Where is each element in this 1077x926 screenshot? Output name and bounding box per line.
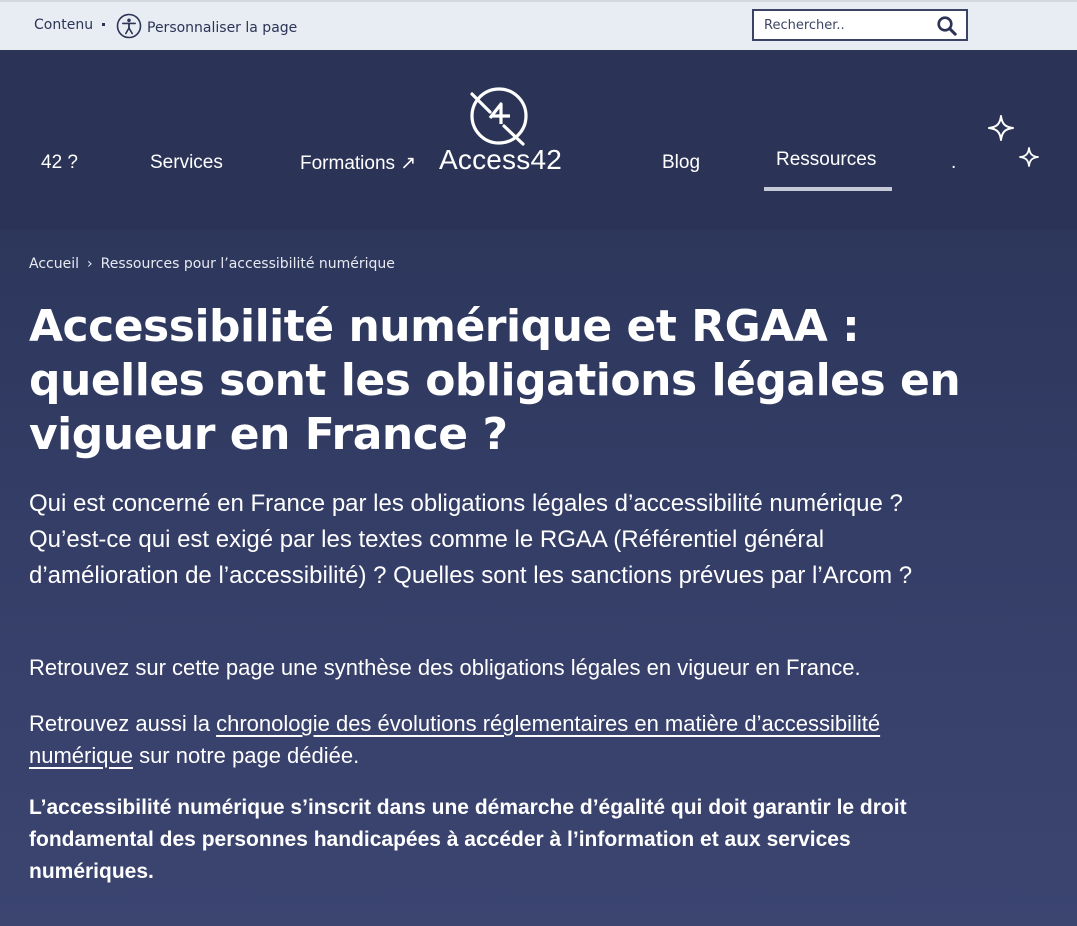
- chronology-text-after: sur notre page dédiée.: [132, 743, 360, 768]
- separator-dot: [102, 23, 105, 26]
- nav-item-formations[interactable]: Formations ↗: [300, 153, 417, 174]
- breadcrumb-current: Ressources pour l’accessibilité numérique: [100, 256, 395, 272]
- site-header: [0, 50, 1077, 230]
- chronology-paragraph: [29, 708, 929, 772]
- sparkle-icon: [1018, 146, 1040, 172]
- nav-item-42[interactable]: 42 ?: [41, 152, 78, 173]
- search-icon: [936, 25, 958, 40]
- intro-paragraph: Retrouvez sur cette page une synthèse des obligations légales en vigueur en France.: [29, 655, 861, 680]
- nav-item-more[interactable]: .: [951, 152, 957, 173]
- search-button[interactable]: [936, 15, 958, 37]
- lead-paragraph: Qui est concerné en France par les obligations légales d’accessibilité numérique ? Qu’est-ce qui est exigé par les textes comme le RGAA (Référentiel général d’amélioration de l’accessibilité) ? Quelles sont les sanctions prévues par l’Arcom ?: [29, 490, 913, 589]
- nav-item-blog[interactable]: Blog: [662, 152, 701, 173]
- personalize-label: Personnaliser la page: [147, 20, 298, 36]
- search-input[interactable]: [754, 11, 934, 39]
- equality-text-start: L’accessibilité numérique s’inscrit dans une démarche d’égalité qui doit: [29, 796, 753, 819]
- active-nav-indicator: [764, 187, 892, 191]
- nav-item-ressources[interactable]: Ressources: [776, 149, 877, 170]
- main-content: [0, 230, 1077, 926]
- personalize-page-link[interactable]: [116, 13, 297, 43]
- chronology-text-before: Retrouvez aussi la: [29, 711, 217, 736]
- access42-logo-icon: [468, 86, 530, 150]
- logo-wordmark: Access42: [439, 144, 562, 175]
- accessibility-person-icon: [116, 13, 142, 43]
- skip-to-content-link[interactable]: Contenu: [34, 17, 94, 33]
- sparkle-icon: [987, 114, 1015, 146]
- equality-text-end: .: [148, 860, 154, 883]
- search-form: [752, 9, 968, 41]
- breadcrumb-home-link[interactable]: Accueil: [29, 256, 79, 272]
- breadcrumb-separator: ›: [87, 256, 93, 272]
- page-title: Accessibilité numérique et RGAA : quelles sont les obligations légales en vigueur en France ?: [29, 301, 961, 460]
- top-utility-bar: [0, 0, 1077, 50]
- equality-text-strong: garantir le droit fondamental des personnes handicapées à accéder à l’information et aux services numériques: [29, 796, 907, 883]
- chronology-link[interactable]: chronologie des évolutions réglementaires en matière d’accessibilité numérique: [29, 711, 881, 768]
- equality-paragraph: [29, 792, 969, 888]
- breadcrumb: [29, 256, 395, 272]
- nav-item-services[interactable]: Services: [150, 152, 223, 173]
